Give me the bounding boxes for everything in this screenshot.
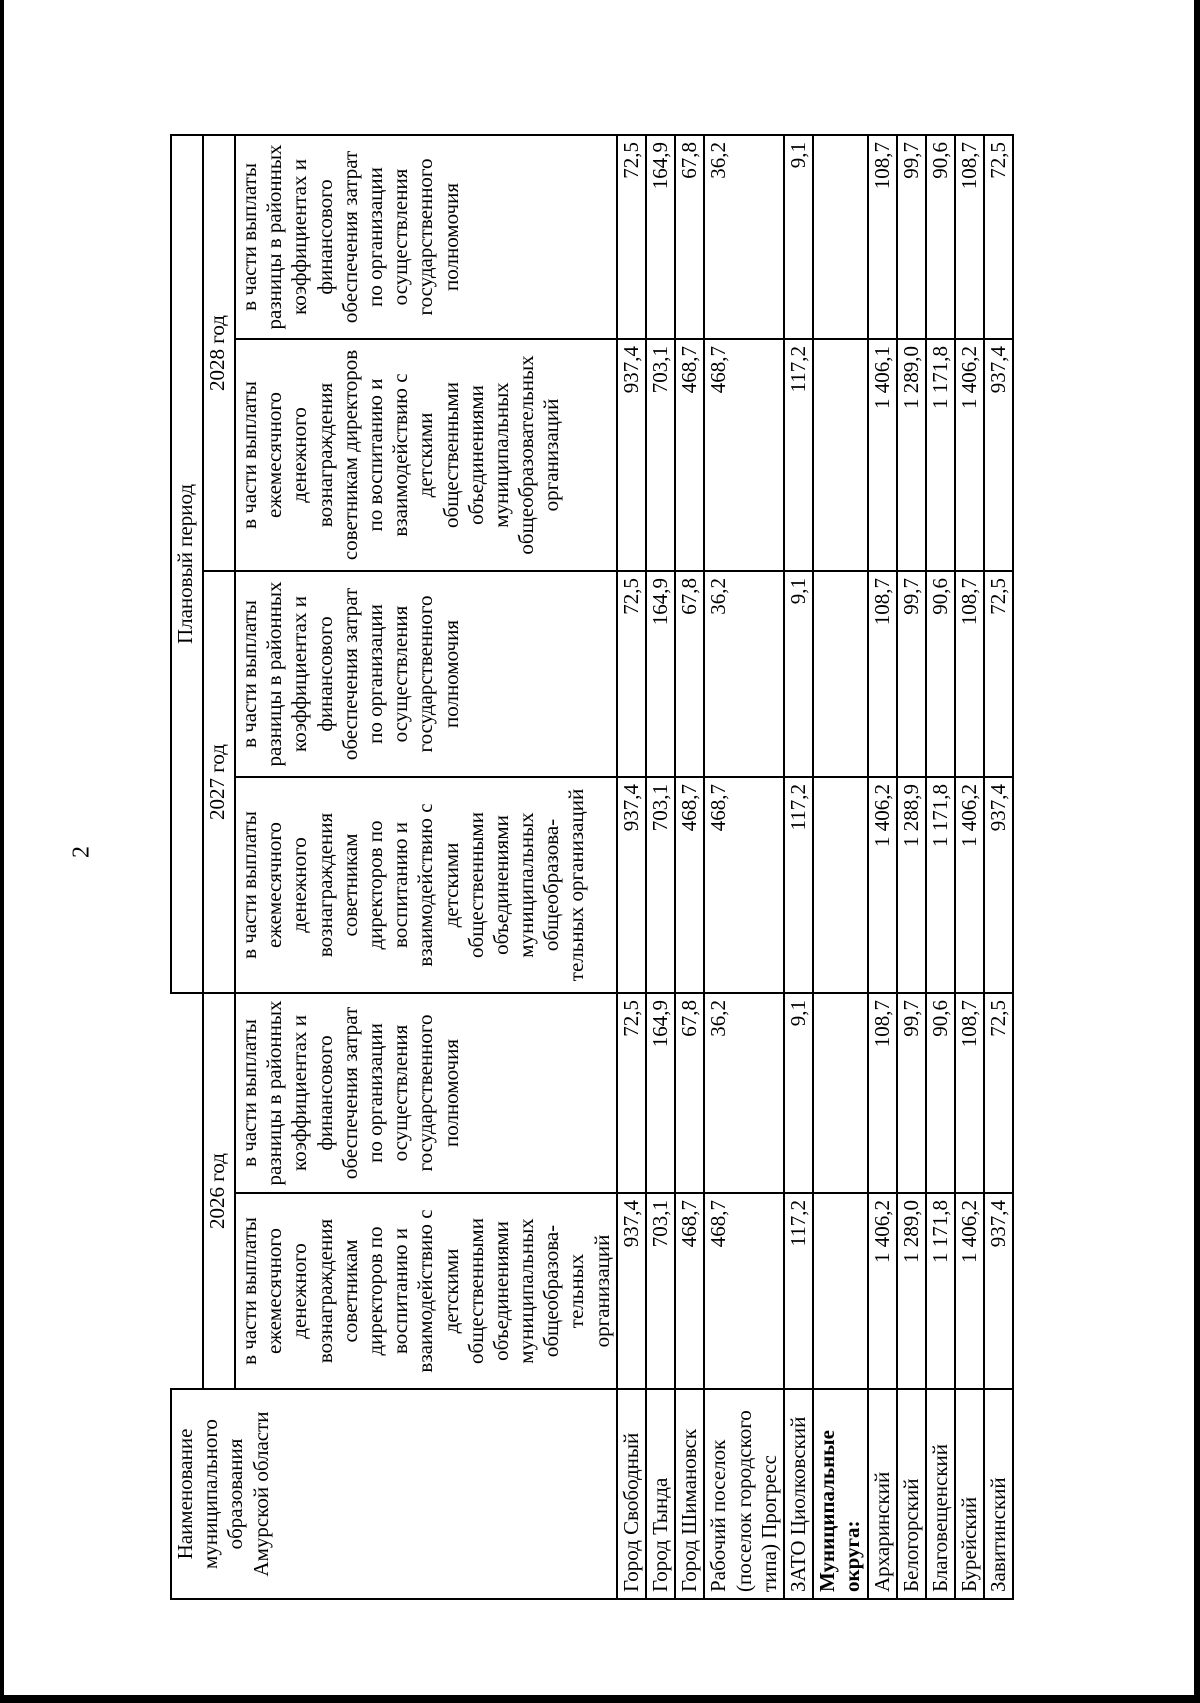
row-name: Завитинский [984,1389,1013,1599]
cell-value: 1 171,8 [926,777,955,993]
cell-value: 937,4 [984,777,1013,993]
header-planned-period: Плановый период [171,135,203,993]
cell-value: 90,6 [926,571,955,777]
cell-value: 1 171,8 [926,339,955,571]
cell-value: 117,2 [784,1193,813,1389]
cell-value: 108,7 [868,571,897,777]
cell-value: 1 406,2 [955,777,984,993]
scan-bottom-border [0,1695,1200,1703]
header-2028-coefficients: в части выплаты разницы в районных коэффициентах и финансового обеспечения затрат по организации осуществления государственного полномочия [235,135,617,339]
header-year-2027: 2027 год [203,571,235,993]
cell-value: 90,6 [926,993,955,1193]
cell-value [813,1193,867,1389]
cell-value: 937,4 [617,339,646,571]
table-row [868,135,897,1599]
row-name: Белогорский [897,1389,926,1599]
row-name: Город Свободный [617,1389,646,1599]
header-municipality: Наименование муниципального образования Амурской области [171,1389,617,1599]
cell-value: 1 289,0 [897,339,926,571]
cell-value: 703,1 [646,1193,675,1389]
section-title-municipal-districts: Муниципальные округа: [813,1389,867,1599]
cell-value: 937,4 [617,777,646,993]
cell-value: 72,5 [617,993,646,1193]
header-row-1 [171,135,203,1599]
subsidy-table [170,134,1014,1600]
cell-value: 1 289,0 [897,1193,926,1389]
cell-value: 1 406,2 [955,339,984,571]
header-2026-coefficients: в части выплаты разницы в районных коэффициентах и финансового обеспечения затрат по организации осуществления государственного полномочия [235,993,617,1193]
cell-value: 1 406,2 [868,777,897,993]
scan-left-border [0,0,4,1703]
cell-value: 1 406,1 [868,339,897,571]
header-2027-advisors: в части выплаты ежемесячного денежного вознаграждения советникам директоров по воспитанию и взаимодействию с детскими общественными объединениями муниципальных общеобразова-тельных организаций [235,777,617,993]
page-number: 2 [68,846,95,858]
cell-value: 164,9 [646,571,675,777]
header-year-2026: 2026 год [203,993,235,1389]
header-row-2 [203,135,235,1599]
row-name: Город Тында [646,1389,675,1599]
cell-value: 99,7 [897,993,926,1193]
cell-value: 703,1 [646,339,675,571]
cell-value: 67,8 [675,135,704,339]
cell-value: 1 406,2 [868,1193,897,1389]
cell-value: 9,1 [784,993,813,1193]
cell-value: 108,7 [868,135,897,339]
table-row [675,135,704,1599]
cell-value: 36,2 [704,135,784,339]
cell-value: 117,2 [784,777,813,993]
cell-value: 36,2 [704,993,784,1193]
cell-value: 108,7 [955,993,984,1193]
row-name: Благовещенский [926,1389,955,1599]
cell-value [813,571,867,777]
cell-value: 67,8 [675,571,704,777]
table-row [704,135,784,1599]
cell-value: 9,1 [784,135,813,339]
row-name: Рабочий поселок (поселок городского типа) Прогресс [704,1389,784,1599]
cell-value: 72,5 [984,993,1013,1193]
cell-value: 468,7 [704,777,784,993]
table-row [955,135,984,1599]
cell-value: 468,7 [704,339,784,571]
header-row-3 [235,135,617,1599]
cell-value [813,993,867,1193]
table-row-section [813,135,867,1599]
cell-value: 937,4 [984,339,1013,571]
table-row [897,135,926,1599]
cell-value: 703,1 [646,777,675,993]
cell-value: 1 406,2 [955,1193,984,1389]
cell-value: 1 171,8 [926,1193,955,1389]
header-year-2028: 2028 год [203,135,235,571]
cell-value: 937,4 [617,1193,646,1389]
cell-value: 1 288,9 [897,777,926,993]
cell-value: 108,7 [955,135,984,339]
cell-value: 36,2 [704,571,784,777]
header-2026-advisors: в части выплаты ежемесячного денежного вознаграждения советникам директоров по воспитанию и взаимодействию с детскими общественными объединениями муниципальных общеобразова-тельных организаций [235,1193,617,1389]
cell-value: 108,7 [868,993,897,1193]
row-name: Архаринский [868,1389,897,1599]
cell-value: 67,8 [675,993,704,1193]
cell-value: 117,2 [784,339,813,571]
table-row [617,135,646,1599]
cell-value: 108,7 [955,571,984,777]
header-blank [171,993,203,1389]
cell-value [813,777,867,993]
cell-value: 90,6 [926,135,955,339]
table-row [984,135,1013,1599]
cell-value: 72,5 [617,571,646,777]
table-row [784,135,813,1599]
cell-value: 9,1 [784,571,813,777]
row-name: Бурейский [955,1389,984,1599]
cell-value: 164,9 [646,135,675,339]
cell-value: 72,5 [984,571,1013,777]
cell-value: 468,7 [675,339,704,571]
cell-value: 72,5 [984,135,1013,339]
cell-value: 468,7 [675,1193,704,1389]
header-2028-advisors: в части выплаты ежемесячного денежного вознаграждения советникам директоров по воспитанию и взаимодействию с детскими общественными объединениями муниципальных общеобразовательных организаций [235,339,617,571]
cell-value: 99,7 [897,571,926,777]
table-row [926,135,955,1599]
row-name: Город Шимановск [675,1389,704,1599]
cell-value: 937,4 [984,1193,1013,1389]
cell-value: 468,7 [675,777,704,993]
header-2027-coefficients: в части выплаты разницы в районных коэффициентах и финансового обеспечения затрат по организации осуществления государственного полномочия [235,571,617,777]
cell-value: 99,7 [897,135,926,339]
cell-value: 72,5 [617,135,646,339]
table-row [646,135,675,1599]
row-name: ЗАТО Циолковский [784,1389,813,1599]
rotated-table-container [170,136,1200,1600]
cell-value [813,135,867,339]
cell-value: 164,9 [646,993,675,1193]
cell-value: 468,7 [704,1193,784,1389]
cell-value [813,339,867,571]
